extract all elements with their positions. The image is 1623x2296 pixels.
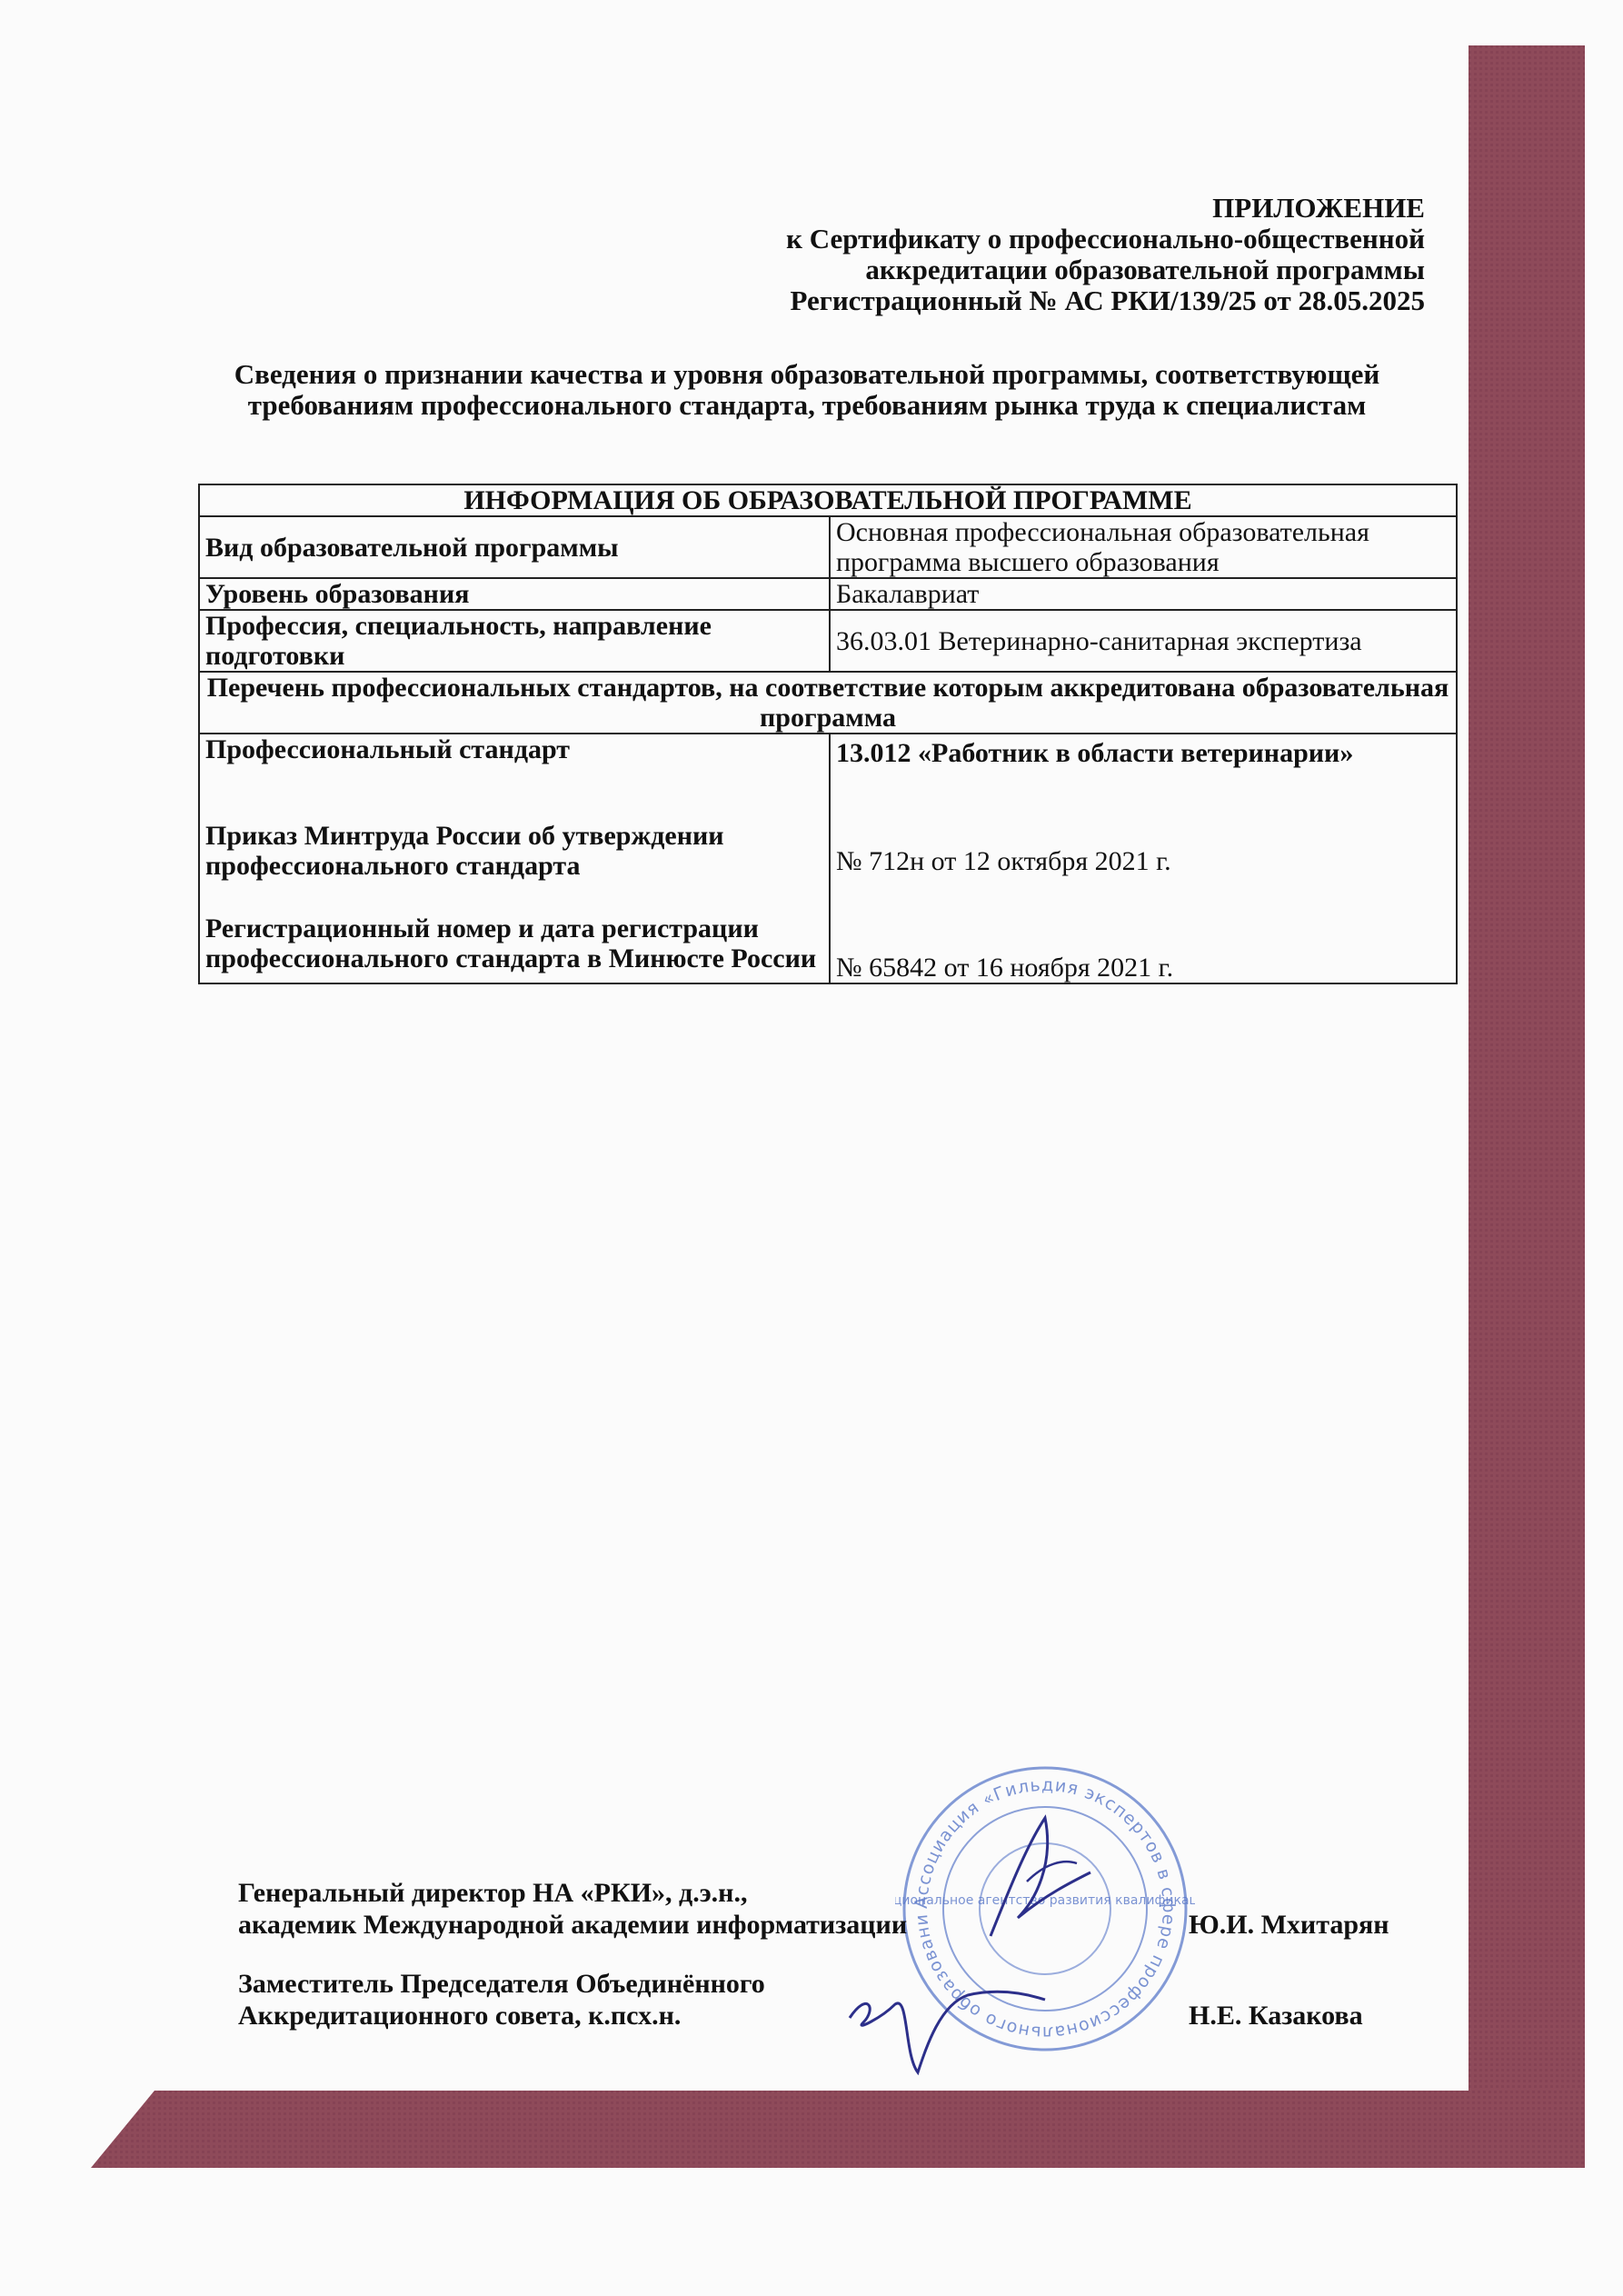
program-info-table — [198, 484, 1458, 984]
specialty-label: Профессия, специальность, направление подготовки — [199, 610, 830, 672]
table-row — [199, 578, 1457, 610]
intro-heading: Сведения о признании качества и уровня образовательной программы, соответствующей требованиям профессионального стандарта, требованиям рынка труда к специалистам — [234, 358, 1380, 421]
program-type-value: Основная профессиональная образовательная программа высшего образования — [830, 516, 1457, 578]
table-row — [199, 610, 1457, 672]
director-line-1: Генеральный директор НА «РКИ», д.э.н., — [238, 1878, 748, 1908]
order-label: Приказ Минтруда России об утверждении профессионального стандарта — [205, 821, 724, 881]
education-level-label: Уровень образования — [199, 578, 830, 610]
seal-inner-text: циональное агентство развития квалификац — [895, 1893, 1195, 1908]
decorative-frame-right — [1469, 45, 1585, 2168]
appendix-title: ПРИЛОЖЕНИЕ — [1212, 192, 1425, 224]
standards-values-cell — [830, 734, 1457, 983]
decorative-frame-bottom — [0, 2091, 1585, 2168]
order-value: № 712н от 12 октября 2021 г. — [836, 846, 1171, 876]
deputy-signature — [841, 1954, 1050, 2081]
standards-labels-cell — [199, 734, 830, 983]
registration-value: № 65842 от 16 ноября 2021 г. — [836, 953, 1174, 983]
standards-row — [199, 734, 1457, 983]
appendix-line-1: к Сертификату о профессионально-общественной — [786, 223, 1425, 255]
education-level-value: Бакалавриат — [830, 578, 1457, 610]
appendix-heading — [786, 193, 1425, 316]
standards-header: Перечень профессиональных стандартов, на соответствие которым аккредитована образовательная программа — [199, 672, 1457, 734]
seal-outer-text: Ассоциация «Гильдия экспертов в сфере профессионального образовани — [911, 1774, 1180, 2043]
deputy-line-2: Аккредитационного совета, к.псх.н. — [238, 2001, 682, 2031]
standard-value: 13.012 «Работник в области ветеринарии» — [836, 738, 1354, 768]
appendix-registration: Регистрационный № АС РКИ/139/25 от 28.05.2025 — [790, 285, 1425, 316]
deputy-line-1: Заместитель Председателя Объединённого — [238, 1969, 765, 1999]
director-line-2: академик Международной академии информатизации — [238, 1910, 908, 1940]
director-signature — [972, 1809, 1100, 1945]
standard-label: Профессиональный стандарт — [205, 734, 571, 764]
deputy-title — [238, 1968, 765, 2031]
registration-label: Регистрационный номер и дата регистрации профессионального стандарта в Минюсте России — [205, 913, 817, 973]
table-header-row — [199, 484, 1457, 516]
table-header: ИНФОРМАЦИЯ ОБ ОБРАЗОВАТЕЛЬНОЙ ПРОГРАММЕ — [199, 484, 1457, 516]
table-row — [199, 516, 1457, 578]
director-title — [238, 1877, 907, 1941]
director-name: Ю.И. Мхитарян — [1189, 1910, 1389, 1940]
appendix-line-2: аккредитации образовательной программы — [865, 254, 1425, 285]
standards-header-row — [199, 672, 1457, 734]
program-type-label: Вид образовательной программы — [199, 516, 830, 578]
specialty-value: 36.03.01 Ветеринарно-санитарная экспертиза — [830, 610, 1457, 672]
deputy-name: Н.Е. Казакова — [1189, 2001, 1363, 2031]
